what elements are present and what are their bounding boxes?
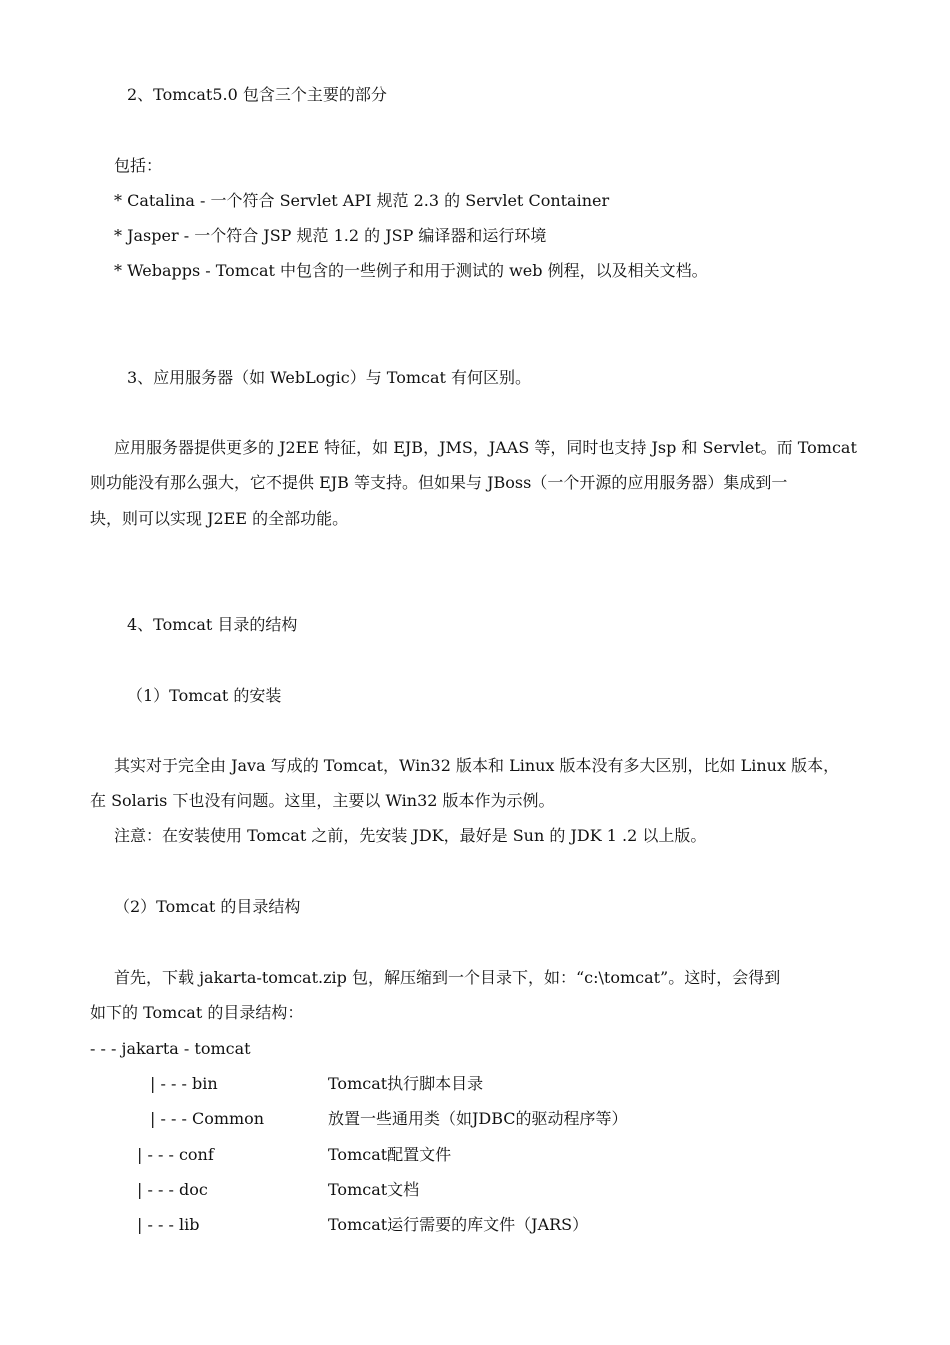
tree-branch-conf: | - - - conf bbox=[137, 1145, 214, 1164]
list-item-jasper: * Jasper - 一个符合 JSP 规范 1.2 的 JSP 编译器和运行环境 bbox=[114, 226, 547, 245]
tree-branch-common: | - - - Common bbox=[150, 1109, 265, 1128]
section4-sub1-heading: （1）Tomcat 的安装 bbox=[127, 686, 282, 705]
tree-branch-doc: | - - - doc bbox=[137, 1180, 208, 1199]
sub2-para-line-1: 首先，下载 jakarta-tomcat.zip 包，解压缩到一个目录下，如：“c:\tomcat”。这时，会得到 bbox=[114, 968, 781, 987]
tree-desc-bin: Tomcat执行脚本目录 bbox=[328, 1074, 484, 1093]
section3-para-line-3: 块，则可以实现 J2EE 的全部功能。 bbox=[90, 509, 349, 528]
section3-para-line-1: 应用服务器提供更多的 J2EE 特征，如 EJB，JMS，JAAS 等，同时也支持 Jsp 和 Servlet。而 Tomcat bbox=[114, 438, 857, 457]
section2-heading: 2、Tomcat5.0 包含三个主要的部分 bbox=[127, 85, 387, 104]
list-item-catalina: * Catalina - 一个符合 Servlet API 规范 2.3 的 Servlet Container bbox=[114, 191, 610, 210]
section4-sub2-heading: （2）Tomcat 的目录结构 bbox=[114, 897, 301, 916]
section2-intro: 包括： bbox=[114, 156, 163, 175]
tree-branch-lib: | - - - lib bbox=[137, 1215, 200, 1234]
section3-para-line-2: 则功能没有那么强大，它不提供 EJB 等支持。但如果与 JBoss（一个开源的应用服务器）集成到一 bbox=[90, 473, 788, 492]
tree-desc-doc: Tomcat文档 bbox=[328, 1180, 420, 1199]
sub1-para-line-2: 在 Solaris 下也没有问题。这里，主要以 Win32 版本作为示例。 bbox=[90, 791, 555, 810]
tree-desc-conf: Tomcat配置文件 bbox=[328, 1145, 452, 1164]
sub2-para-line-2: 如下的 Tomcat 的目录结构： bbox=[90, 1003, 304, 1022]
tree-desc-lib: Tomcat运行需要的库文件（JARS） bbox=[328, 1215, 589, 1234]
tree-desc-common: 放置一些通用类（如JDBC的驱动程序等） bbox=[328, 1109, 628, 1128]
sub1-para-line-1: 其实对于完全由 Java 写成的 Tomcat，Win32 版本和 Linux 版本没有多大区别，比如 Linux 版本， bbox=[114, 756, 840, 775]
sub1-note: 注意：在安装使用 Tomcat 之前，先安装 JDK，最好是 Sun 的 JDK 1 .2 以上版。 bbox=[114, 826, 707, 845]
section4-heading: 4、Tomcat 目录的结构 bbox=[127, 615, 298, 634]
tree-branch-bin: | - - - bin bbox=[150, 1074, 218, 1093]
tree-root: - - - jakarta - tomcat bbox=[90, 1039, 251, 1058]
list-item-webapps: * Webapps - Tomcat 中包含的一些例子和用于测试的 web 例程，以及相关文档。 bbox=[114, 261, 708, 280]
section3-heading: 3、应用服务器（如 WebLogic）与 Tomcat 有何区别。 bbox=[127, 368, 532, 387]
